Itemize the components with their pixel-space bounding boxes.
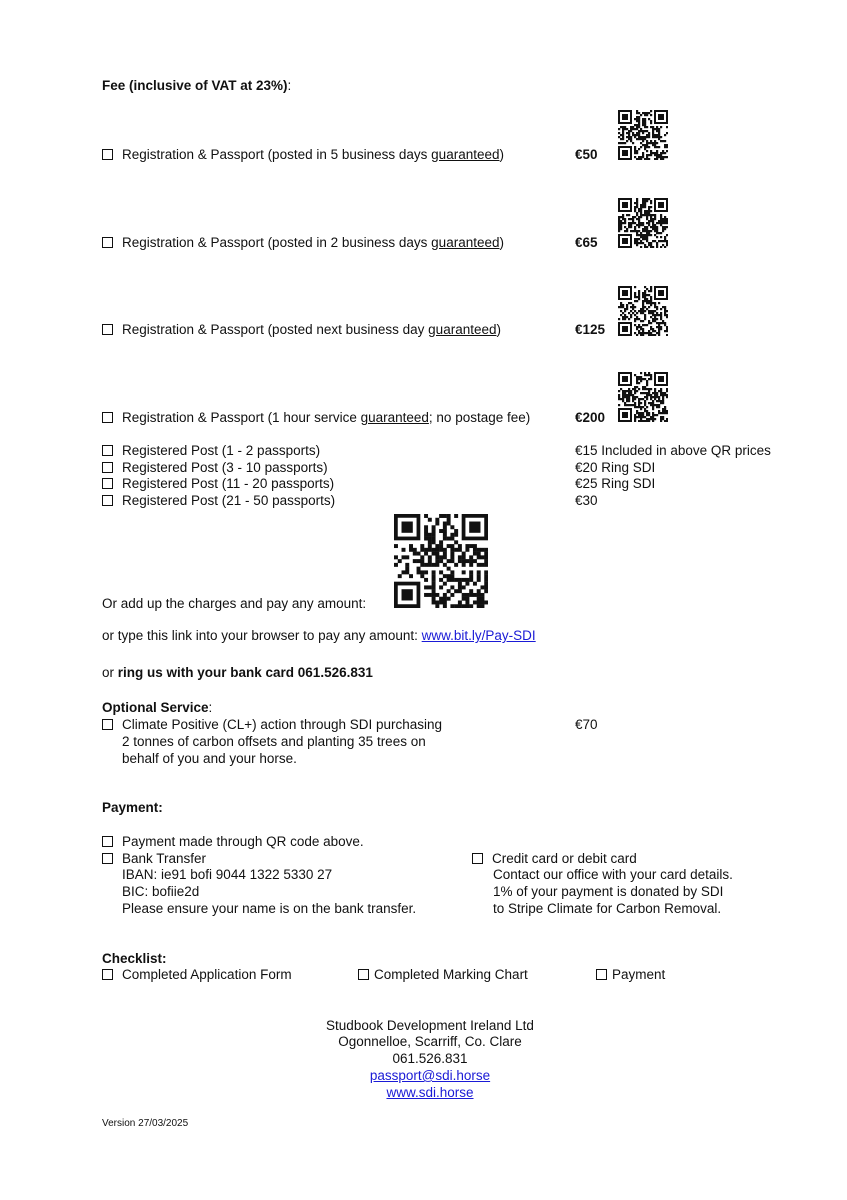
climate-positive-text: 2 tonnes of carbon offsets and planting 35 trees on (122, 734, 426, 749)
pay-link-line: or type this link into your browser to pay any amount: www.bit.ly/Pay-SDI (102, 628, 536, 643)
version-text: Version 27/03/2025 (102, 1118, 189, 1129)
footer-address: Ogonnelloe, Scarriff, Co. Clare (338, 1034, 522, 1049)
qr-code-icon[interactable] (618, 198, 668, 248)
checkbox[interactable] (102, 495, 113, 506)
fee-option-5-day[interactable]: Registration & Passport (posted in 5 business days guaranteed) (102, 147, 504, 163)
registered-post-option[interactable]: Registered Post (11 - 20 passports) (102, 476, 334, 492)
footer-website-link[interactable]: www.sdi.horse (386, 1085, 474, 1100)
bank-bic: BIC: bofiie2d (122, 884, 200, 899)
checklist-item[interactable]: Completed Marking Chart (358, 967, 528, 983)
fee-price: €50 (575, 147, 598, 162)
checkbox[interactable] (102, 445, 113, 456)
pay-link[interactable]: www.bit.ly/Pay-SDI (421, 628, 536, 643)
payment-heading: Payment: (102, 800, 163, 815)
checkbox[interactable] (102, 853, 113, 864)
card-payment-text: 1% of your payment is donated by SDI (493, 884, 724, 899)
qr-code-icon[interactable] (618, 110, 668, 160)
checkbox[interactable] (472, 853, 483, 864)
climate-positive-text: behalf of you and your horse. (122, 751, 297, 766)
card-payment-text: to Stripe Climate for Carbon Removal. (493, 901, 722, 916)
registered-post-option[interactable]: Registered Post (3 - 10 passports) (102, 460, 328, 476)
footer-website-line (230, 1085, 630, 1101)
registered-post-option[interactable]: Registered Post (21 - 50 passports) (102, 493, 335, 509)
checkbox[interactable] (358, 969, 369, 980)
climate-positive-price: €70 (575, 717, 598, 732)
fee-option-1-hour[interactable]: Registration & Passport (1 hour service guaranteed; no postage fee) (102, 410, 530, 426)
checkbox[interactable] (102, 412, 113, 423)
checklist-item[interactable]: Payment (596, 967, 665, 983)
qr-code-icon[interactable] (618, 372, 668, 422)
registered-post-price: €15 Included in above QR prices (575, 443, 771, 458)
pay-any-amount-text: Or add up the charges and pay any amount: (102, 596, 367, 611)
bank-note: Please ensure your name is on the bank transfer. (122, 901, 417, 916)
checkbox[interactable] (102, 836, 113, 847)
bank-transfer-option[interactable]: Bank Transfer (102, 851, 206, 867)
fee-option-next-day[interactable]: Registration & Passport (posted next business day guaranteed) (102, 322, 501, 338)
registered-post-option[interactable]: Registered Post (1 - 2 passports) (102, 443, 320, 459)
checkbox[interactable] (102, 462, 113, 473)
fee-price: €200 (575, 410, 606, 425)
registered-post-price: €20 Ring SDI (575, 460, 656, 475)
checkbox[interactable] (102, 719, 113, 730)
qr-code-icon[interactable] (394, 514, 488, 608)
checkbox[interactable] (596, 969, 607, 980)
optional-service-heading: Optional Service: (102, 700, 213, 715)
card-payment-text: Contact our office with your card details. (493, 867, 733, 882)
registered-post-price: €25 Ring SDI (575, 476, 656, 491)
footer-email-link[interactable]: passport@sdi.horse (369, 1068, 491, 1083)
fee-heading: Fee (inclusive of VAT at 23%): (102, 78, 292, 93)
checkbox[interactable] (102, 237, 113, 248)
footer-phone: 061.526.831 (392, 1051, 468, 1066)
fee-option-2-day[interactable]: Registration & Passport (posted in 2 business days guaranteed) (102, 235, 504, 251)
card-payment-option[interactable]: Credit card or debit card (472, 851, 637, 867)
footer-company: Studbook Development Ireland Ltd (326, 1018, 534, 1033)
fee-price: €125 (575, 322, 606, 337)
registered-post-price: €30 (575, 493, 598, 508)
fee-price: €65 (575, 235, 598, 250)
climate-positive-option[interactable]: Climate Positive (CL+) action through SDI purchasing (102, 717, 442, 733)
bank-iban: IBAN: ie91 bofi 9044 1322 5330 27 (122, 867, 333, 882)
qr-code-icon[interactable] (618, 286, 668, 336)
checkbox[interactable] (102, 149, 113, 160)
checklist-heading: Checklist: (102, 951, 167, 966)
checkbox[interactable] (102, 324, 113, 335)
checkbox[interactable] (102, 478, 113, 489)
payment-qr-option[interactable]: Payment made through QR code above. (102, 834, 364, 850)
checkbox[interactable] (102, 969, 113, 980)
ring-line: or ring us with your bank card 061.526.831 (102, 665, 373, 680)
footer-email-line (230, 1068, 630, 1084)
checklist-item[interactable]: Completed Application Form (102, 967, 292, 983)
